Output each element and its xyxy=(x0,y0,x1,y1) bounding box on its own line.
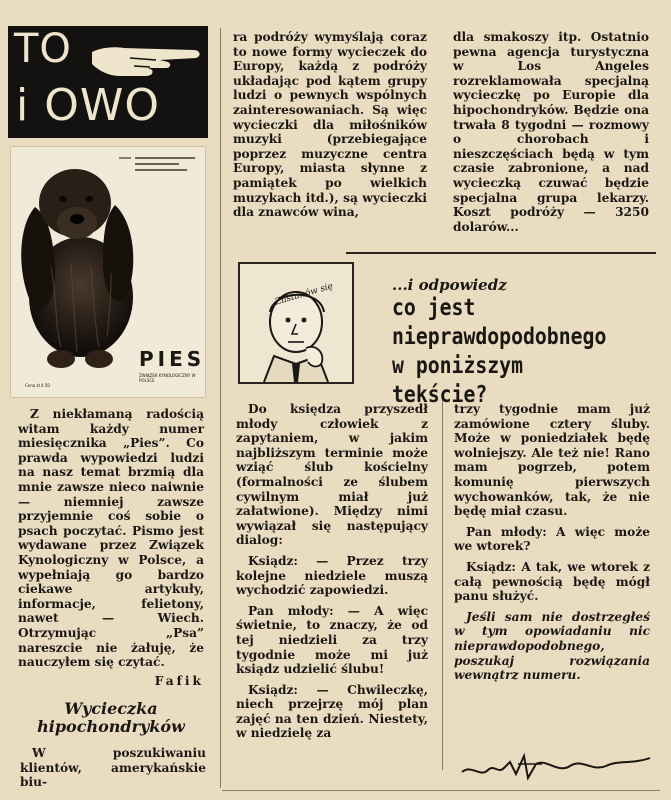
cover-publisher: ZWIĄZEK KYNOLOGICZNY W POLSCE xyxy=(139,373,196,383)
story-paragraph-4: Ksiądz: — Chwileczkę, niech przejrzę mój plan zajęć na ten dzień. Niestety, w niedzielę za xyxy=(236,682,428,741)
masthead-line1: TO xyxy=(14,26,72,72)
answer-heading xyxy=(392,294,617,410)
wycieczka-title-line2: hipochondryków xyxy=(37,717,185,736)
article-pies-signature: Fafik xyxy=(154,673,204,688)
story-paragraph-7: Ksiądz: A tak, we wtorek z całą pewnością będę mógł panu służyć. xyxy=(454,559,650,604)
story-paragraph-5: trzy tygodnie mam już zamówione cztery śluby. Może w poniedziałek będę wolniejszy. Ale też nie! Rano mam pogrzeb, potem komunię pierwszych wychowanków, tak, że nie będę miał czasu. xyxy=(454,402,650,519)
artist-signature-mark xyxy=(458,744,654,784)
pies-magazine-cover xyxy=(10,146,206,398)
answer-heading-line1: co jest xyxy=(392,295,476,321)
thinking-man-cartoon xyxy=(238,262,354,384)
divider-vertical-mid xyxy=(442,398,443,770)
wycieczka-title-line1: Wycieczka xyxy=(64,699,158,718)
section-masthead xyxy=(8,26,208,138)
masthead-line2: i OWO xyxy=(16,80,160,131)
cover-title: PIES xyxy=(139,347,206,371)
pointing-hand-icon xyxy=(90,34,204,80)
wycieczka-paragraph-cont: ra podróży wymyślają coraz to nowe formy wycieczek do Europy, każdą z podróży układając pod kątem grupy ludzi o pewnych wspólnych zainteresowaniach. Są więc wycieczki dla miłośników muzyki (przebiegające poprzez muzyczne centra Europy, miasta słynne z pamiątek po wielkich muzykach itd.), są wycieczki dla znawców wina, xyxy=(233,30,427,220)
story-column-right xyxy=(454,402,650,689)
answer-heading-line2: nieprawdopodobnego xyxy=(392,324,607,350)
story-paragraph-2: Ksiądz: — Przez trzy kolejne niedziele muszą wychodzić zapowiedzi. xyxy=(236,553,428,598)
divider-vertical-left xyxy=(220,28,221,788)
article-wycieczka-continued xyxy=(233,30,427,224)
story-note: Jeśli sam nie dostrzegłeś w tym opowiadaniu nic nieprawdopodobnego, poszukaj rozwiązania wewnątrz numeru. xyxy=(454,609,650,683)
divider-bottom xyxy=(222,790,660,791)
article-pies-paragraph: Z niekłamaną radością witam każdy numer miesięcznika „Pies”. Co prawda wypowiedzi ludzi na nasz temat brzmią dla mnie zawsze nieco naiwnie — niemniej zawsze przyjemnie coś sobie o psach poczytać. Pismo jest wydawane przez Związek Kynologiczny w Polsce, a wypełniają go bardzo ciekawe artykuły, informacje, felietony, nawet — Wiech. Otrzymując „Psa” nareszcie nie żałuję, że nauczyłem się czytać. xyxy=(18,407,204,670)
thinking-man-icon xyxy=(240,264,352,382)
answer-kicker: ...i odpowiedz xyxy=(392,276,507,294)
article-wycieczka-end xyxy=(453,30,649,238)
wycieczka-paragraph-end: dla smakoszy itp. Ostatnio pewna agencja turystyczna w Los Angeles rozreklamowała specjalną wycieczkę po Europie dla hipochondryków. Będzie ona trwała 8 tygodni — rozmowy o chorobach i nieszczęściach będą w tym czasie zabronione, a nad wycieczką czuwać będzie specjalna grupa lekarzy. Koszt podróży — 3250 dolarów... xyxy=(453,30,649,234)
cartoon-caption: Zastanów się xyxy=(274,281,335,308)
cover-price: Cena zł 4.50 xyxy=(25,383,50,388)
article-pies xyxy=(18,407,204,688)
story-paragraph-1: Do księdza przyszedł młody człowiek z zapytaniem, w jakim najbliższym terminie może wziąć ślub kościelny (formalności ze ślubem cywilnym miał już załatwione). Między nimi wywiązał się następujący dialog: xyxy=(236,402,428,548)
story-column-left xyxy=(236,402,428,747)
article-wycieczka-title xyxy=(18,700,204,736)
story-paragraph-3: Pan młody: — A więc świetnie, to znaczy, że od tej niedzieli za trzy tygodnie może mi już ksiądz udzielić ślubu! xyxy=(236,603,428,677)
divider-top-answer xyxy=(346,252,656,254)
story-paragraph-6: Pan młody: A więc może we wtorek? xyxy=(454,524,650,554)
wycieczka-paragraph-start: W poszukiwaniu klientów, amerykańskie biu- xyxy=(20,746,206,790)
answer-heading-line3: w poniższym tekście? xyxy=(392,353,524,408)
article-wycieczka-start xyxy=(20,746,206,794)
